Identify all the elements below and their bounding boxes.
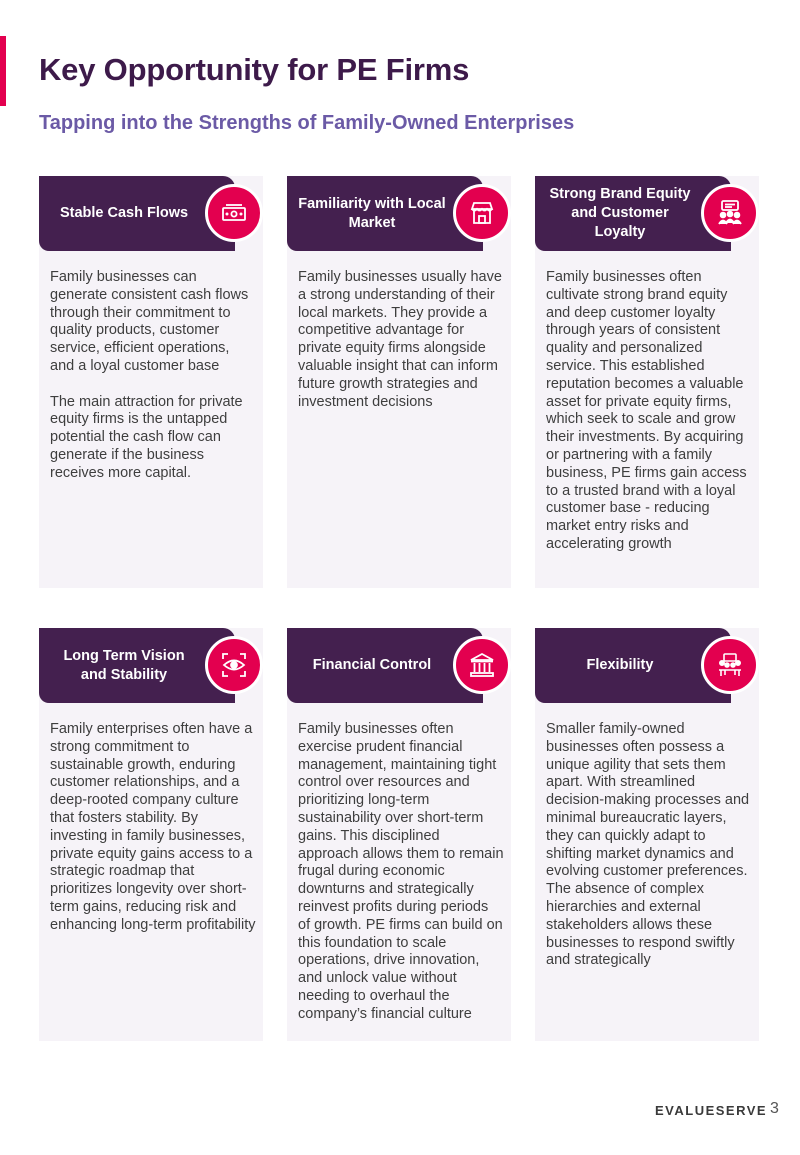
customers-icon	[701, 184, 759, 242]
card-long-term-vision	[39, 628, 263, 1041]
card-body	[546, 269, 752, 554]
storefront-icon	[453, 184, 511, 242]
card-financial-control	[287, 628, 511, 1041]
card-brand-equity	[535, 176, 759, 588]
card-body	[298, 721, 504, 1024]
accent-bar	[0, 36, 6, 106]
page-subtitle: Tapping into the Strengths of Family-Owned Enterprises	[39, 112, 575, 134]
card-title: Long Term Vision and Stability	[63, 647, 185, 683]
card-paragraph: The main attraction for private equity firms is the untapped potential the cash flow can generate if the business receives more capital.	[50, 393, 243, 481]
card-title: Stable Cash Flows	[59, 205, 189, 221]
card-title: Familiarity with Local Market	[298, 195, 446, 231]
card-body	[298, 269, 504, 411]
card-stable-cash-flows	[39, 176, 263, 588]
bank-icon	[453, 636, 511, 694]
page-number: 3	[770, 1100, 779, 1117]
card-body	[546, 721, 752, 970]
page-title: Key Opportunity for PE Firms	[39, 52, 470, 87]
card-paragraph: Family businesses often cultivate strong brand equity and deep customer loyalty through years of consistent quality and personalized service. This established reputation becomes a valuable asset for private equity firms, which seek to scale and grow their investments. By acquiring or partnering with a family business, PE firms gain access to a trusted brand with a loyal customer base - reducing market entry risks and accelerating growth	[546, 269, 747, 552]
card-title: Financial Control	[312, 657, 432, 673]
card-title: Flexibility	[586, 657, 654, 673]
footer-brand-logo: EVALUESERVE	[655, 1103, 768, 1118]
card-familiarity-local-market	[287, 176, 511, 588]
cash-icon	[205, 184, 263, 242]
card-paragraph: Family enterprises often have a strong commitment to sustainable growth, enduring customer relationships, and a deep-rooted company culture that fosters stability. By investing in family businesses, private equity gains access to a strategic roadmap that prioritizes longevity over short-term gains, reducing risk and enhancing long-term profitability	[50, 721, 256, 933]
card-flexibility	[535, 628, 759, 1041]
card-paragraph: Family businesses can generate consistent cash flows through their commitment to quality products, customer service, efficient operations, and a loyal customer base	[50, 269, 249, 374]
card-body	[50, 269, 256, 483]
team-meeting-icon	[701, 636, 759, 694]
vision-eye-icon	[205, 636, 263, 694]
card-body	[50, 721, 256, 935]
card-paragraph: Family businesses often exercise prudent financial management, maintaining tight control over resources and prioritizing long-term sustainability over short-term gains. This disciplined approach allows them to remain frugal during economic downturns and strategically reinvest profits during periods of growth. PE firms can build on this foundation to scale operations, drive innovation, and unlock value without needing to overhaul the company’s financial culture	[298, 721, 504, 1022]
card-paragraph: Family businesses usually have a strong understanding of their local markets. They provide a competitive advantage for private equity firms alongside valuable insight that can inform future growth strategies and investment decisions	[298, 269, 502, 410]
card-paragraph: Smaller family-owned businesses often possess a unique agility that sets them apart. With streamlined decision-making processes and minimal bureaucratic layers, they can quickly adapt to shifting market dynamics and evolving customer preferences. The absence of complex hierarchies and external stakeholders allows these businesses to respond swiftly and strategically	[546, 721, 750, 969]
card-title: Strong Brand Equity and Customer Loyalty	[549, 186, 691, 240]
